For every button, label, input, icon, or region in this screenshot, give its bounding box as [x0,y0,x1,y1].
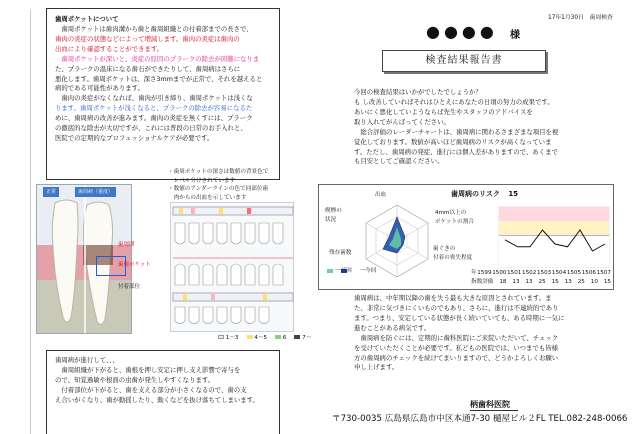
value-cell: 15 [551,279,559,285]
explain-line: 歯周病を防ぐには、定期的に歯科医院にご来院いただいて、チェック [354,333,559,342]
radar-label-top: 出血 [375,192,387,198]
chart-note: 肉からの出血を示しています [168,194,247,201]
explain-line: を受けていただくことが必要です。私どもの医院では、いつまでも皆様 [354,343,558,352]
chart-notes [168,168,298,203]
explain-line: 方の歯周病のチェックを続けてまいりますので、どうかよろしくお願い [354,353,559,362]
radar-label-right-bottom: 歯ぐきの 付着の喪失程度 [433,246,473,261]
pocket-line: 歯周ポケットは歯肉溝から歯と歯周組織との付着部までの長さで、 [55,24,253,33]
intro-line: も目安としてご確認ください。 [354,157,444,166]
pocket-line [55,104,271,114]
value-cell: 15 [603,279,611,285]
gum-label: 歯周囲 [118,242,135,248]
risk-line-area [499,207,609,267]
value-cell: 13 [512,279,520,285]
year-cell: 1502 [522,270,537,276]
progression-heading: 歯周病が進行して、、、 [55,356,119,364]
legend-now: 一今回 [359,268,377,274]
tab-periodontal: 歯周病（重度） [75,187,116,197]
recipient-name: ●●●● [426,22,498,41]
value-cell: 25 [577,279,585,285]
explanation-text [354,294,610,373]
pocket-line [55,55,271,65]
progression-box [46,350,280,434]
pocket-line: 出血により確認することができます。 [55,44,164,53]
pocket-line-blue: ります。歯周ポケットが浅くなると、プラークの除去が容易になるた [55,104,253,113]
explain-line: 歯周病は、中年期以降の歯を失う最も大きな原因とされています。ま [354,294,552,302]
pocket-heading: 歯周ポケットについて [55,15,119,23]
periodontal-chart [170,202,294,332]
value-cell: 10 [590,279,598,285]
radar-label-left-top: 喫煙の 状況 [325,208,342,223]
year-cell: 1507 [596,270,611,276]
explain-line: 進むことがある病気です。 [354,323,431,332]
value-cell: 13 [564,279,572,285]
progression-line: ので、知覚過敏や根面の虫歯が発生しやすくなります。 [55,375,215,384]
intro-line: 覚化しております。数値が高いほど歯周病のリスクが高くなっていま [354,137,552,146]
progression-line: 付着部位が下がると、歯を支える部分が小さくなるので、歯の支 [55,385,247,394]
progression-line: 歯周組織が下がると、歯根を押し安定に押し支え影響で寄与を [55,365,241,374]
lower-teeth [175,264,283,285]
legend-item: 6 [275,334,286,343]
year-cell: 1505 [566,270,582,276]
legend-item: 1〜3 [218,334,239,343]
risk-score: 15 [508,190,519,198]
explain-line: ます。つまり、安定している状態が長く続いていても、ある時期に一気に [354,313,565,322]
legend-item: 7〜 [294,334,311,343]
legend-prev: 一前回 [335,268,352,274]
attach-label: 付着部位 [118,284,141,290]
clinic-underline [470,410,518,411]
year-cell: 1503 [536,270,552,276]
chart-legend [218,334,311,343]
clinic-address: 〒730-0035 広島県広島市中区本通7-30 樋屋ビル２FL TEL.082-248-0066 [332,414,628,424]
tab-normal: 正常 [43,187,59,197]
year-cell: 1504 [551,270,567,276]
intro-line: 今回の検査結果はいかがでしたでしょうか？ [354,88,482,96]
progression-line: え合いがくなり、歯が動揺したり、動くなどを抜け落ちてしまいます。 [55,395,259,404]
pocket-line: の徹底的な除去が大切ですが、これには普段の日常のお手入れと、 [55,124,247,133]
value-cell: 25 [538,279,546,285]
exam-date: 17年1月30日 歯周検査 [548,15,613,21]
intro-text [354,88,610,167]
risk-panel [318,184,614,290]
radar-label-left-bottom: 残存歯数 [329,250,352,256]
report-title: 検査結果報告書 [382,50,546,72]
pocket-line: 悪化します。歯周ポケットは、深さ3mmまでが正常で、それを越えると [55,74,263,83]
value-cell: 13 [525,279,533,285]
year-cell: 1501 [507,270,522,276]
upper-teeth [175,223,283,244]
row-label: 指数評価 [471,279,494,285]
explain-line: 申し上げます。 [354,363,399,372]
pocket-line: めに、歯周病の改善が進みます。歯肉の炎症を無くすには、プラーク [55,114,253,123]
pocket-line-magenta: 歯周ポケットが深いと、炎症の原因のプラークの除去が困難になりま [55,54,260,63]
recipient-honorific: 様 [510,30,520,41]
intro-line: あいにく悪化していようならば先生やスタッフのアドバイスを [354,107,533,116]
chart-note: ・歯周ポケットの深さは数値の背景色で [168,169,269,175]
pocket-line: た、プラークの温床になる歯石ができたりして、歯周病はさらに [55,64,241,73]
pocket-explanation-box [46,8,280,180]
bottom-teeth [175,307,269,324]
pocket-label: 歯周ポケット [118,262,151,268]
intro-line: 総合評価のレーダーチャートは、歯周病に関わるさまざまな項目を視 [354,127,559,136]
radar-label-right-top: 4mm以上の ポケットの割合 [435,210,474,225]
upper-number-row [173,207,293,215]
risk-title: 歯周病のリスク [451,190,500,198]
lower-number-row [173,293,293,301]
risk-value-row [471,278,611,287]
pocket-line [55,35,271,45]
year-cell: 1599 [477,270,492,276]
explain-line: た、非常に気づきにくいものでもあり、さらに、進行は不連続的であり [354,303,559,312]
year-cell: 1506 [581,270,596,276]
year-cell: 1500 [492,270,507,276]
legend-item: 4〜5 [247,334,268,343]
year-cell: 年 [471,270,477,276]
intro-line: 取り入れてがんばってください。 [354,117,450,126]
value-cell: 18 [499,279,507,285]
chart-note: ・数値のアンダーラインの色で同部位歯 [168,186,269,193]
risk-year-row [471,269,611,278]
pocket-line: 医院での定期的なプロフェッショナルケアが必要です。 [55,134,214,143]
chart-note: レベル分けされています [168,177,236,184]
pocket-line-red: 歯肉の炎症の状態などによって増減します。歯肉の炎症は歯肉の [55,34,240,43]
intro-line: も し改善していればそれはひとえにあなたの日頃の努力の成果です。 [354,97,554,106]
clinic-name: 柄歯科医院 [470,400,510,409]
pocket-line: 歯肉の炎症がなくなれば、歯肉が引き締り、歯周ポケットは浅くな [55,94,253,103]
pocket-line: 病的である可能性があります。 [55,84,144,93]
periodontal-chart-drawing [171,203,295,333]
intro-line: す。ただし、歯周病の発症、進行には個人差がありますので、あくまで [354,147,558,156]
